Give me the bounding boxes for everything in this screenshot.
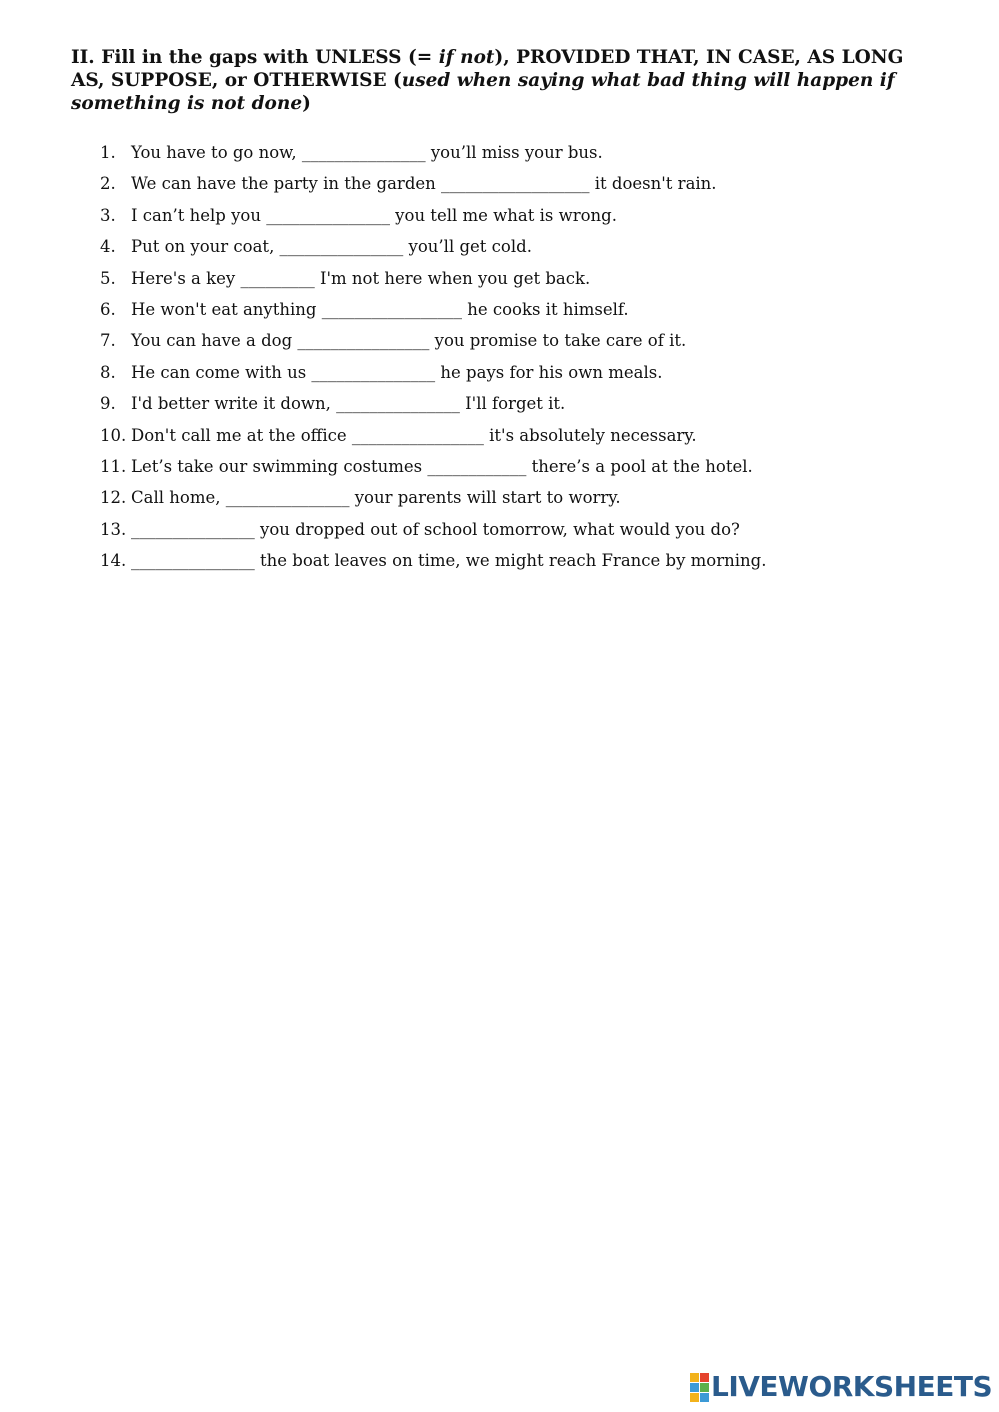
item-sentence: _______________ the boat leaves on time, we might reach France by morning. <box>131 551 767 571</box>
liveworksheets-logo <box>690 1371 992 1403</box>
item-sentence: Put on your coat, _______________ you’ll get cold. <box>131 237 532 257</box>
exercise-item <box>100 200 960 231</box>
item-sentence: I can’t help you _______________ you tell me what is wrong. <box>131 205 617 225</box>
item-sentence: Call home, _______________ your parents will start to worry. <box>131 488 621 508</box>
item-number: 8. <box>100 362 116 382</box>
exercise-item <box>100 357 960 388</box>
item-number: 14. <box>100 551 127 571</box>
item-number: 10. <box>100 425 127 445</box>
exercise-item <box>100 388 960 419</box>
logo-block <box>690 1383 699 1392</box>
logo-block <box>690 1393 699 1402</box>
exercise-item <box>100 168 960 199</box>
instructions-text-1: II. Fill in the gaps with UNLESS (= <box>71 47 439 68</box>
item-sentence: We can have the party in the garden __________________ it doesn't rain. <box>131 174 717 194</box>
item-number: 5. <box>100 268 116 288</box>
exercise-item <box>100 545 960 576</box>
exercise-item <box>100 325 960 356</box>
exercise-item <box>100 451 960 482</box>
exercise-item <box>100 137 960 168</box>
item-number: 4. <box>100 237 116 257</box>
item-number: 1. <box>100 143 116 162</box>
logo-text: LIVEWORKSHEETS <box>711 1370 993 1403</box>
exercise-item <box>100 482 960 513</box>
item-sentence: You have to go now, _______________ you’ll miss your bus. <box>131 143 603 162</box>
item-number: 7. <box>100 331 116 351</box>
item-sentence: He can come with us _______________ he pays for his own meals. <box>131 362 663 382</box>
instructions-text-3: ) <box>302 93 311 114</box>
exercise-item <box>100 514 960 545</box>
exercise-item <box>100 420 960 451</box>
instructions-italic-2: used when saying what bad thing will happen if something is not done <box>71 70 895 114</box>
item-sentence: Here's a key _________ I'm not here when you get back. <box>131 268 591 288</box>
item-number: 2. <box>100 174 116 194</box>
instructions-italic-1: if not <box>438 47 495 68</box>
exercise-list <box>100 137 960 577</box>
item-sentence: I'd better write it down, _______________ I'll forget it. <box>131 394 566 414</box>
item-sentence: You can have a dog ________________ you promise to take care of it. <box>131 331 687 351</box>
exercise-item <box>100 263 960 294</box>
logo-block <box>700 1383 709 1392</box>
instructions-heading <box>71 46 931 115</box>
item-number: 9. <box>100 394 116 414</box>
item-sentence: Don't call me at the office ________________ it's absolutely necessary. <box>131 425 697 445</box>
item-sentence: _______________ you dropped out of school tomorrow, what would you do? <box>131 519 740 539</box>
logo-blocks-icon <box>690 1373 709 1402</box>
logo-block <box>700 1373 709 1382</box>
exercise-item <box>100 231 960 262</box>
logo-block <box>690 1373 699 1382</box>
logo-block <box>700 1393 709 1402</box>
item-number: 6. <box>100 300 116 320</box>
item-number: 13. <box>100 519 127 539</box>
item-number: 3. <box>100 205 116 225</box>
item-sentence: He won't eat anything _________________ he cooks it himself. <box>131 300 629 320</box>
item-number: 12. <box>100 488 127 508</box>
exercise-item <box>100 294 960 325</box>
instructions-text-2: ), PROVIDED THAT, IN CASE, AS LONG AS, SUPPOSE, or OTHERWISE ( <box>71 47 904 91</box>
item-sentence: Let’s take our swimming costumes ____________ there’s a pool at the hotel. <box>131 457 753 477</box>
item-number: 11. <box>100 457 127 477</box>
